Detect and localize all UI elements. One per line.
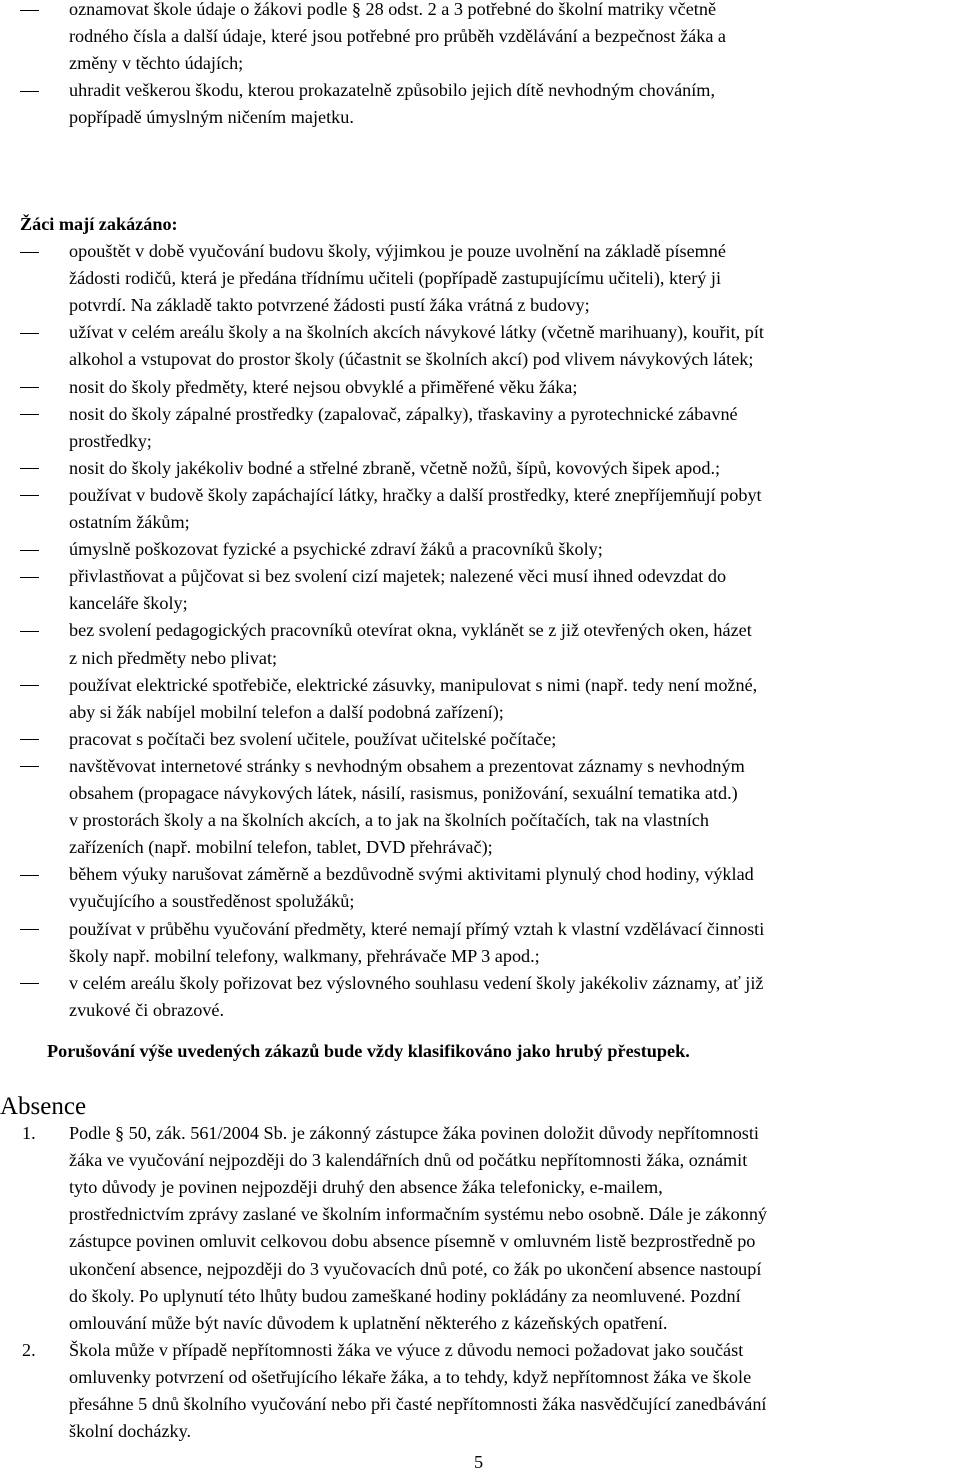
text-line: obsahem (propagace návykových látek, násilí, rasismus, ponižování, sexuální tematika atd.)	[69, 783, 738, 803]
text-line: v prostorách školy a na školních akcích, a to jak na školních počítačích, tak na vlastních	[69, 810, 709, 831]
text-line: prostřednictvím zprávy zaslané ve školním informačním systému nebo osobně. Dále je zákonný	[69, 1204, 768, 1225]
text-line: pracovat s počítači bez svolení učitele, používat učitelské počítače;	[69, 728, 557, 749]
text-line: potvrdí. Na základě takto potvrzené žádosti pustí žáka vrátná z budovy;	[69, 295, 590, 316]
text-line: rodného čísla a další údaje, které jsou potřebné pro průběh vzdělávání a bezpečnost žáka a	[69, 26, 727, 47]
text-line: zástupce povinen omluvit celkovou dobu absence písemně v omluvném listě bezprostředně po	[69, 1231, 756, 1252]
text-line: do školy. Po uplynutí této lhůty budou zameškané hodiny pokládány za neomluvené. Pozdní	[69, 1285, 741, 1306]
text-line: žádosti rodičů, která je předána třídnímu učiteli (popřípadě zastupujícímu učiteli), který ji	[69, 268, 722, 289]
dash-bullet	[20, 495, 39, 496]
text-line: nosit do školy zápalné prostředky (zapalovač, zápalky), třaskaviny a pyrotechnické zábavné	[69, 403, 738, 424]
dash-bullet	[20, 333, 39, 334]
text-line: popřípadě úmyslným ničením majetku.	[69, 107, 354, 128]
dash-bullet	[20, 631, 39, 632]
text-line: aby si žák nabíjel mobilní telefon a další podobná zařízení);	[69, 701, 504, 722]
text-line: školy např. mobilní telefony, walkmany, přehrávače MP 3 apod.;	[69, 945, 540, 966]
text-line: přivlastňovat a půjčovat si bez svolení cizí majetek; nalezené věci musí ihned odevzdat do	[69, 566, 727, 587]
dash-bullet	[20, 252, 39, 253]
text-line: omluvenky potvrzení od ošetřujícího lékaře žáka, a to tehdy, když nepřítomnost žáka ve škole	[69, 1366, 752, 1387]
text-line: alkohol a vstupovat do prostor školy (účastnit se školních akcí) pod vlivem návykových látek;	[69, 349, 754, 370]
dash-bullet	[20, 875, 39, 876]
text-line: tyto důvody je povinen nejpozději druhý den absence žáka telefonicky, e-mailem,	[69, 1177, 663, 1198]
dash-bullet	[20, 929, 39, 930]
text-line: uhradit veškerou škodu, kterou prokazatelně způsobilo jejich dítě nevhodným chováním,	[69, 80, 715, 101]
text-line: opouštět v době vyučování budovu školy, výjimkou je pouze uvolnění na základě písemné	[69, 241, 726, 261]
text-line: používat v budově školy zapáchající látky, hračky a další prostředky, které znepříjemňují pobyt	[69, 484, 762, 505]
dash-bullet	[20, 983, 39, 984]
text-line: prostředky;	[69, 430, 152, 451]
prohibited-warning: Porušování výše uvedených zákazů bude vždy klasifikováno jako hrubý přestupek.	[47, 1041, 690, 1061]
text-line: v celém areálu školy pořizovat bez výslovného souhlasu vedení školy jakékoliv záznamy, ať již	[69, 972, 764, 993]
text-line: kanceláře školy;	[69, 593, 188, 614]
dash-bullet	[20, 577, 39, 578]
item-number: 2.	[22, 1339, 36, 1360]
text-line: nosit do školy předměty, které nejsou obvyklé a přiměřené věku žáka;	[69, 376, 578, 397]
text-line: navštěvovat internetové stránky s nevhodným obsahem a prezentovat záznamy s nevhodným	[69, 755, 745, 776]
text-line: ostatním žákům;	[69, 512, 190, 532]
text-line: omlouvání může být navíc důvodem k uplatnění některého z kázeňských opatření.	[69, 1312, 668, 1333]
text-line: školní docházky.	[69, 1421, 192, 1442]
absence-heading: Absence	[0, 1093, 87, 1120]
text-line: oznamovat škole údaje o žákovi podle § 28 odst. 2 a 3 potřebné do školní matriky včetně	[69, 0, 717, 19]
text-line: zvukové či obrazové.	[69, 999, 225, 1020]
text-line: úmyslně poškozovat fyzické a psychické zdraví žáků a pracovníků školy;	[69, 539, 603, 560]
text-line: žáka ve vyučování nejpozději do 3 kalendářních dnů od počátku nepřítomnosti žáka, oznámit	[69, 1150, 748, 1171]
dash-bullet	[20, 10, 39, 11]
dash-bullet	[20, 766, 39, 767]
dash-bullet	[20, 414, 39, 415]
text-line: užívat v celém areálu školy a na školních akcích návykové látky (včetně marihuany), kouřit, pít	[69, 322, 764, 343]
text-line: zařízeních (např. mobilní telefon, tablet, DVD přehrávač);	[69, 837, 493, 858]
text-line: vyučujícího a soustředěnost spolužáků;	[69, 891, 355, 912]
text-line: bez svolení pedagogických pracovníků otevírat okna, vyklánět se z již otevřených oken, házet	[69, 620, 752, 641]
text-line: z nich předměty nebo plivat;	[69, 647, 278, 668]
dash-bullet	[20, 468, 39, 469]
text-line: Podle § 50, zák. 561/2004 Sb. je zákonný zástupce žáka povinen doložit důvody nepřítomnosti	[69, 1123, 759, 1143]
dash-bullet	[20, 550, 39, 551]
dash-bullet	[20, 685, 39, 686]
prohibited-heading: Žáci mají zakázáno:	[20, 214, 178, 234]
text-line: Škola může v případě nepřítomnosti žáka ve výuce z důvodu nemoci požadovat jako součást	[69, 1339, 744, 1360]
page-number: 5	[474, 1452, 484, 1472]
item-number: 1.	[22, 1123, 36, 1143]
dash-bullet	[20, 91, 39, 92]
text-line: přesáhne 5 dnů školního vyučování nebo při časté nepřítomnosti žáka nasvědčující zanedbávání	[69, 1394, 767, 1414]
text-line: během výuky narušovat záměrně a bezdůvodně svými aktivitami plynulý chod hodiny, výklad	[69, 864, 754, 885]
text-line: změny v těchto údajích;	[69, 53, 244, 74]
text-line: používat v průběhu vyučování předměty, které nemají přímý vztah k vlastní vzdělávací činnosti	[69, 918, 765, 939]
dash-bullet	[20, 387, 39, 388]
text-line: ukončení absence, nejpozději do 3 vyučovacích dnů poté, co žák po ukončení absence nastoupí	[69, 1258, 762, 1279]
text-line: používat elektrické spotřebiče, elektrické zásuvky, manipulovat s nimi (např. tedy není možné,	[69, 674, 758, 695]
text-line: nosit do školy jakékoliv bodné a střelné zbraně, včetně nožů, šípů, kovových šipek apod.;	[69, 457, 721, 478]
dash-bullet	[20, 739, 39, 740]
